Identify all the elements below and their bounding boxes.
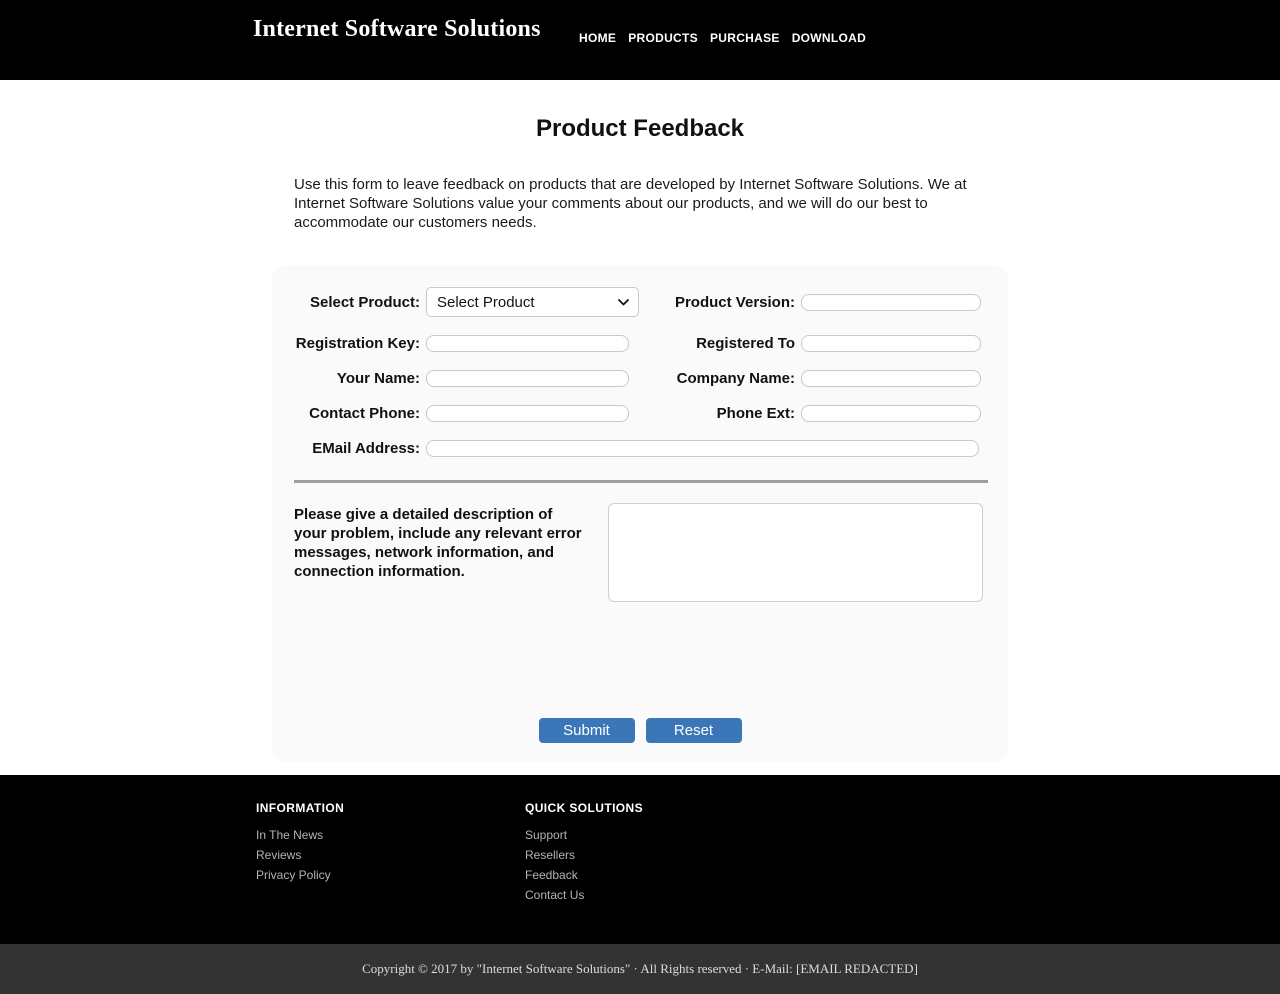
registered-to-input[interactable] (801, 335, 981, 352)
submit-button[interactable]: Submit (539, 718, 635, 743)
footer-heading-quick-solutions: QUICK SOLUTIONS (525, 801, 644, 815)
contact-phone-input[interactable] (426, 405, 629, 422)
phone-ext-input[interactable] (801, 405, 981, 422)
email-address-input[interactable] (426, 440, 979, 457)
registered-to-label: Registered To (696, 335, 795, 352)
product-select-value: Select Product (437, 293, 535, 311)
email-address-label: EMail Address: (312, 440, 420, 457)
page-title: Product Feedback (535, 115, 745, 142)
company-name-label: Company Name: (676, 370, 795, 387)
nav-home[interactable]: HOME (579, 31, 617, 45)
select-product-label: Select Product: (309, 293, 420, 311)
your-name-input[interactable] (426, 370, 629, 387)
product-version-input[interactable] (801, 294, 981, 311)
site-footer (0, 775, 1280, 944)
chevron-down-icon (612, 299, 634, 306)
footer-links-information (256, 825, 525, 885)
nav-download[interactable]: DOWNLOAD (791, 31, 867, 45)
footer-heading-information: INFORMATION (256, 801, 345, 815)
footer-links-quick-solutions (525, 825, 643, 905)
intro-paragraph: Use this form to leave feedback on products that are developed by Internet Software Solutions. We at Internet Software Solutions value your comments about our products, and we will do our best to accommodate our customers needs. (294, 176, 967, 231)
footer-link-feedback[interactable]: Feedback (525, 868, 578, 882)
site-header (0, 0, 1280, 80)
footer-link-in-the-news[interactable]: In The News (256, 828, 324, 842)
phone-ext-label: Phone Ext: (716, 405, 795, 422)
footer-link-contact-us[interactable]: Contact Us (525, 888, 585, 902)
footer-column-information (256, 801, 525, 944)
button-row (272, 718, 1008, 743)
footer-column-quick-solutions (525, 801, 643, 944)
reset-button[interactable]: Reset (646, 718, 742, 743)
bottom-bar (0, 944, 1280, 994)
feedback-form-panel (272, 265, 1008, 762)
main-content (0, 115, 1280, 775)
copyright-text: Copyright © 2017 by "Internet Software Solutions" · All Rights reserved · E-Mail: [EMAIL REDACTED] (362, 961, 918, 976)
brand-title: Internet Software Solutions (253, 16, 541, 42)
registration-key-label: Registration Key: (295, 335, 420, 352)
footer-link-reviews[interactable]: Reviews (256, 848, 302, 862)
product-version-label: Product Version: (674, 293, 795, 311)
form-grid (272, 287, 1008, 457)
product-select[interactable] (426, 287, 639, 317)
registration-key-input[interactable] (426, 335, 629, 352)
description-textarea[interactable] (608, 503, 983, 602)
contact-phone-label: Contact Phone: (309, 405, 420, 422)
description-row (272, 503, 1008, 602)
footer-link-resellers[interactable]: Resellers (525, 848, 576, 862)
your-name-label: Your Name: (336, 370, 420, 387)
company-name-input[interactable] (801, 370, 981, 387)
top-nav (579, 31, 866, 45)
footer-link-support[interactable]: Support (525, 828, 568, 842)
nav-purchase[interactable]: PURCHASE (709, 31, 780, 45)
nav-products[interactable]: PRODUCTS (628, 31, 698, 45)
footer-link-privacy-policy[interactable]: Privacy Policy (256, 868, 331, 882)
description-label: Please give a detailed description of your problem, include any relevant error messages, network information, and connection information. (294, 506, 582, 580)
section-divider (294, 480, 988, 483)
